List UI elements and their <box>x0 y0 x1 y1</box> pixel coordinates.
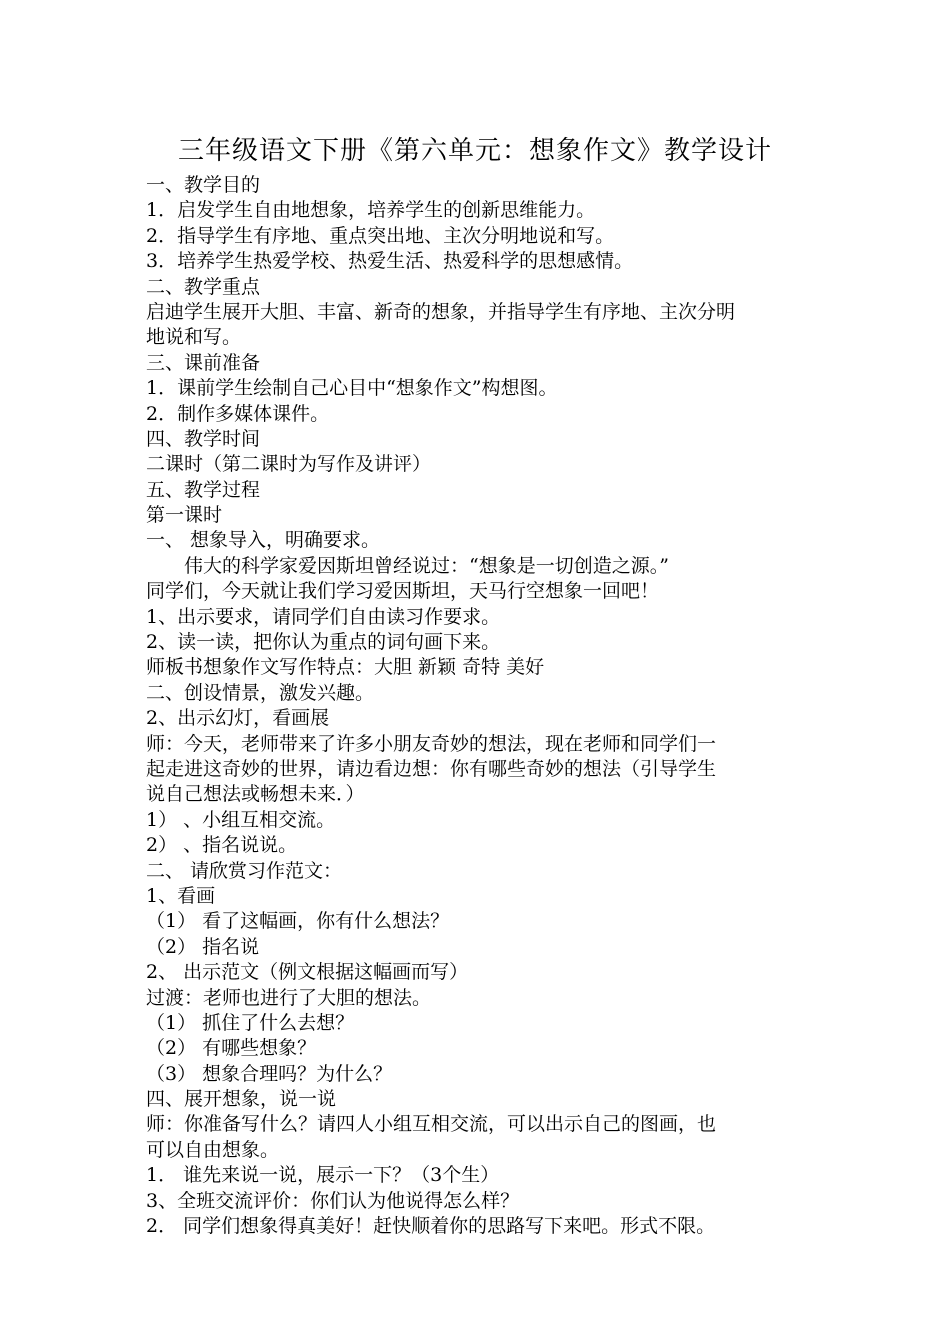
paragraph: 师：你准备写什么？请四人小组互相交流，可以出示自己的图画，也 <box>146 1113 717 1136</box>
paragraph: 二课时（第二课时为写作及讲评） <box>146 453 432 476</box>
paragraph: （3） 想象合理吗？为什么？ <box>146 1062 393 1085</box>
paragraph: 二、 请欣赏习作范文： <box>146 859 343 882</box>
paragraph: （2） 指名说 <box>146 935 260 958</box>
paragraph: 1、看画 <box>146 884 216 907</box>
paragraph: 2、 出示范文（例文根据这幅画而写） <box>146 961 469 984</box>
paragraph: （1） 抓住了什么去想？ <box>146 1011 355 1034</box>
paragraph: 过渡：老师也进行了大胆的想法。 <box>146 986 432 1009</box>
paragraph: 1、出示要求，请同学们自由读习作要求。 <box>146 605 501 628</box>
document-body <box>146 173 814 1239</box>
section-heading-objectives: 一、教学目的 <box>146 174 261 196</box>
paragraph: 3、全班交流评价：你们认为他说得怎么样？ <box>146 1189 520 1212</box>
section-heading-preparation: 三、课前准备 <box>146 351 261 374</box>
paragraph: 伟大的科学家爱因斯坦曾经说过：“想象是一切创造之源。” <box>184 554 669 577</box>
paragraph: 1） 、小组互相交流。 <box>146 808 336 831</box>
paragraph: 说自己想法或畅想未来．） <box>146 783 365 806</box>
paragraph: 可以自由想象。 <box>146 1138 280 1161</box>
paragraph: 2． 同学们想象得真美好！赶快顺着你的思路写下来吧。形式不限。 <box>146 1215 716 1238</box>
subheading-first-lesson: 第一课时 <box>146 504 223 527</box>
paragraph: 3．培养学生热爱学校、热爱生活、热爱科学的思想感情。 <box>146 250 634 273</box>
paragraph: 师：今天，老师带来了许多小朋友奇妙的想法，现在老师和同学们一 <box>146 732 717 755</box>
paragraph: 二、创设情景，激发兴趣。 <box>146 681 375 704</box>
paragraph: 2、读一读，把你认为重点的词句画下来。 <box>146 631 501 654</box>
paragraph: 师板书想象作文写作特点：大胆 新颖 奇特 美好 <box>146 656 545 679</box>
paragraph: （2） 有哪些想象？ <box>146 1037 317 1060</box>
document-title: 三年级语文下册《第六单元：想象作文》教学设计 <box>177 136 772 166</box>
section-heading-process: 五、教学过程 <box>146 478 261 501</box>
paragraph: 1．课前学生绘制自己心目中“想象作文”构想图。 <box>146 377 558 400</box>
section-heading-key-points: 二、教学重点 <box>146 275 261 298</box>
paragraph: 一、 想象导入，明确要求。 <box>146 529 381 552</box>
section-heading-time: 四、教学时间 <box>146 427 261 450</box>
paragraph: （1） 看了这幅画，你有什么想法？ <box>146 910 450 933</box>
paragraph: 起走进这奇妙的世界，请边看边想：你有哪些奇妙的想法（引导学生 <box>146 757 717 780</box>
paragraph: 四、展开想象，说一说 <box>146 1088 337 1111</box>
paragraph: 同学们，今天就让我们学习爱因斯坦，天马行空想象一回吧！ <box>146 580 660 603</box>
paragraph: 2） 、指名说说。 <box>146 834 298 857</box>
paragraph: 1．启发学生自由地想象，培养学生的创新思维能力。 <box>146 199 596 222</box>
paragraph: 启迪学生展开大胆、丰富、新奇的想象，并指导学生有序地、主次分明 <box>146 300 736 323</box>
paragraph: 2．指导学生有序地、重点突出地、主次分明地说和写。 <box>146 224 615 247</box>
paragraph: 2、出示幻灯，看画展 <box>146 707 330 730</box>
paragraph: 1． 谁先来说一说，展示一下？（3个生） <box>146 1164 500 1187</box>
paragraph: 地说和写。 <box>146 326 242 349</box>
paragraph: 2．制作多媒体课件。 <box>146 402 330 425</box>
